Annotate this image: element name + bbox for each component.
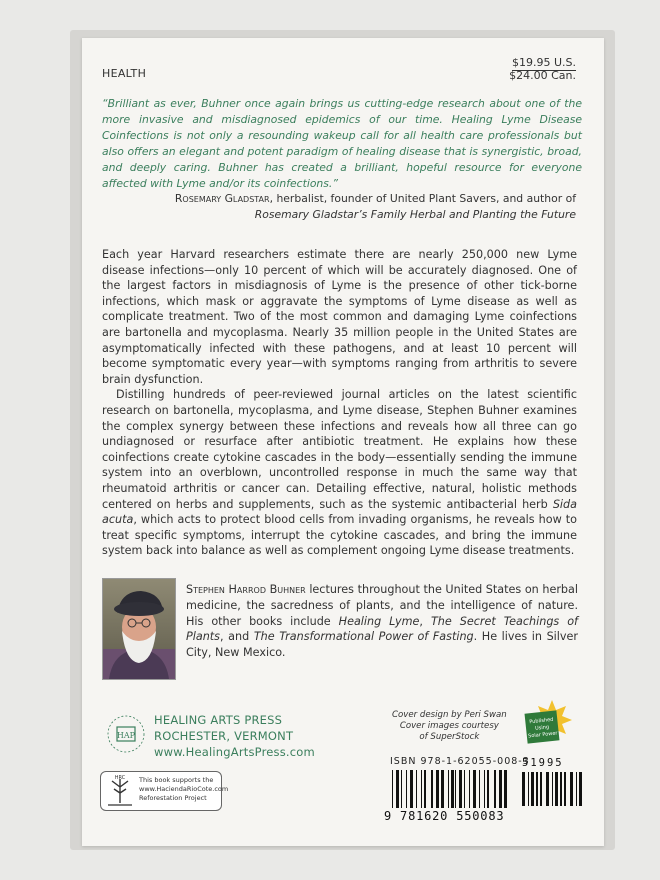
- barcode-bar: [455, 770, 456, 808]
- barcode-bar: [424, 770, 426, 808]
- reforestation-logo-text: HRC: [114, 775, 126, 781]
- isbn-label: ISBN 978-1-62055-008-3: [390, 756, 530, 767]
- category-label: HEALTH: [102, 67, 147, 80]
- author-photo: [102, 578, 176, 680]
- barcode-bar: [410, 770, 413, 808]
- barcode-bar: [499, 770, 502, 808]
- price-barcode: [522, 772, 586, 806]
- barcode-bar: [469, 770, 470, 808]
- barcode-bar: [522, 772, 525, 806]
- cover-credit-line-3: of SuperStock: [419, 732, 480, 742]
- cover-credit-line-1: Cover design by Peri Swan: [392, 710, 507, 720]
- quote-attribution: [102, 191, 576, 222]
- quote-author: Rosemary Gladstar: [174, 192, 270, 205]
- solar-power-badge: [522, 698, 574, 750]
- price-barcode-digits: 51995: [522, 757, 564, 769]
- barcode-bar: [473, 770, 476, 808]
- reforestation-text: [139, 776, 228, 803]
- author-bio: [186, 582, 578, 661]
- barcode-bar: [401, 770, 402, 808]
- barcode-bar: [579, 772, 582, 806]
- description: [102, 247, 577, 559]
- description-paragraph-2-text-a: Distilling hundreds of peer-reviewed journal articles on the latest scientific research on bartonella, mycoplasma, and Lyme disease, Stephen Buhner examines the complex synergy between these infections and reveals how all three can go undiagnosed or resurface after antibiotic treatment. He explains how these coinfections create cytokine cascades in the body—essentially sending the immune system into an overblown, uncontrolled response in much the same way that rheumatoid arthritis or cancer can. Detailing effective, natural, holistic methods centered on herbs and supplements, such as the systemic antibacterial herb: [102, 388, 577, 511]
- barcode-bar: [560, 772, 562, 806]
- barcode-bar: [528, 772, 529, 806]
- quote-author-books: Rosemary Gladstar’s Family Herbal and Planting the Future: [254, 207, 576, 221]
- barcode-bar: [540, 772, 542, 806]
- barcode-bar: [576, 772, 577, 806]
- barcode-bar: [448, 770, 449, 808]
- author-bio-text-b: . He lives in Silver City, New Mexico.: [186, 630, 578, 660]
- book-title-3: The Transformational Power of Fasting: [253, 630, 474, 644]
- publisher-info: [154, 712, 315, 760]
- publisher-logo-mark: HAP: [116, 731, 136, 740]
- barcode-bar: [487, 770, 489, 808]
- barcode-bar: [531, 772, 534, 806]
- reforestation-line-2: www.HaciendaRioCote.com: [139, 785, 229, 793]
- book-separator-2: , and: [220, 630, 254, 644]
- description-paragraph-2: [102, 387, 577, 559]
- book-title-2: The Secret Teachings of Plants: [186, 614, 578, 644]
- barcode-bar: [546, 772, 549, 806]
- quote-author-description: , herbalist, founder of United Plant Savers, and author of: [269, 192, 576, 205]
- reforestation-line-3: Reforestation Project: [139, 794, 207, 802]
- barcode-bar: [406, 770, 407, 808]
- barcode-bar: [392, 770, 393, 808]
- barcode-bar: [479, 770, 480, 808]
- barcode-bar: [504, 770, 507, 808]
- barcode-bar: [436, 770, 439, 808]
- barcode-bar: [552, 772, 553, 806]
- book-title-1: Healing Lyme: [338, 614, 420, 628]
- publisher-url: www.HealingArtsPress.com: [154, 745, 315, 759]
- author-bio-text-a: lectures throughout the United States on herbal medicine, the sacredness of plants, and the intelligence of nature. His other books include: [186, 583, 578, 628]
- barcode-bar: [484, 770, 485, 808]
- cover-credits: [392, 710, 507, 743]
- publisher-name: HEALING ARTS PRESS: [154, 713, 283, 727]
- description-paragraph-2-text-b: , which acts to protect blood cells from invading organisms, he reveals how to treat specific symptoms, interrupt the cytokine cascades, and bring the immune system back into balance as well as complement ongoing Lyme disease treatments.: [102, 513, 577, 558]
- publisher-logo: [102, 710, 150, 758]
- barcode-bar: [570, 772, 573, 806]
- publisher-location: ROCHESTER, VERMONT: [154, 729, 294, 743]
- solar-badge-line-2: Using: [534, 724, 550, 732]
- barcode-bar: [416, 770, 417, 808]
- barcode-bar: [421, 770, 422, 808]
- barcode-bar: [555, 772, 558, 806]
- description-paragraph-1: Each year Harvard researchers estimate there are nearly 250,000 new Lyme disease infections—only 10 percent of which will be accurately diagnosed. One of the largest factors in misdiagnosis of Lyme is the presence of other tick-borne infections, which mask or aggravate the symptoms of Lyme disease as well as complicate treatment. Two of the most common and damaging Lyme coinfections are bartonella and mycoplasma. Nearly 35 million people in the United States are asymptomatically infected with these pathogens, and at least 10 percent will become symptomatic every year—with symptoms ranging from arthritis to severe brain dysfunction.: [102, 248, 577, 386]
- herb-name: Sida acuta: [102, 497, 577, 527]
- barcode-bar: [459, 770, 462, 808]
- book-back-cover: [82, 38, 604, 846]
- author-name: Stephen Harrod Buhner: [186, 583, 306, 596]
- barcode-bar: [536, 772, 538, 806]
- barcode-bar: [441, 770, 444, 808]
- solar-badge-line-3: Solar Power: [527, 730, 558, 740]
- barcode-bar: [494, 770, 496, 808]
- barcode-bar: [396, 770, 399, 808]
- cover-credit-line-2: Cover images courtesy: [399, 721, 499, 731]
- barcode-digits: 9 781620 550083: [384, 809, 505, 823]
- reforestation-badge: [100, 771, 229, 811]
- endorsement-quote: “Brilliant as ever, Buhner once again brings us cutting-edge research about one of the more invasive and misdiagnosed epidemics of our time. Healing Lyme Disease Coinfections is not only a resounding wakeup call for all health care professionals but also offers an elegant and potent paradigm of healing disease that is synergistic, broad, and deeply caring. Buhner has created a brilliant, hopeful resource for everyone affected with Lyme and/or its coinfections.”: [102, 97, 582, 190]
- price-us: $19.95 U.S.: [511, 56, 576, 69]
- book-separator-1: ,: [419, 614, 431, 628]
- barcode-bar: [464, 770, 465, 808]
- price-block: [509, 56, 576, 82]
- reforestation-line-1: This book supports the: [139, 776, 214, 784]
- price-can: $24.00 Can.: [509, 69, 576, 82]
- barcode-bar: [431, 770, 433, 808]
- barcode-bar: [451, 770, 454, 808]
- solar-badge-line-1: Published: [529, 716, 554, 726]
- barcode-bar: [564, 772, 566, 806]
